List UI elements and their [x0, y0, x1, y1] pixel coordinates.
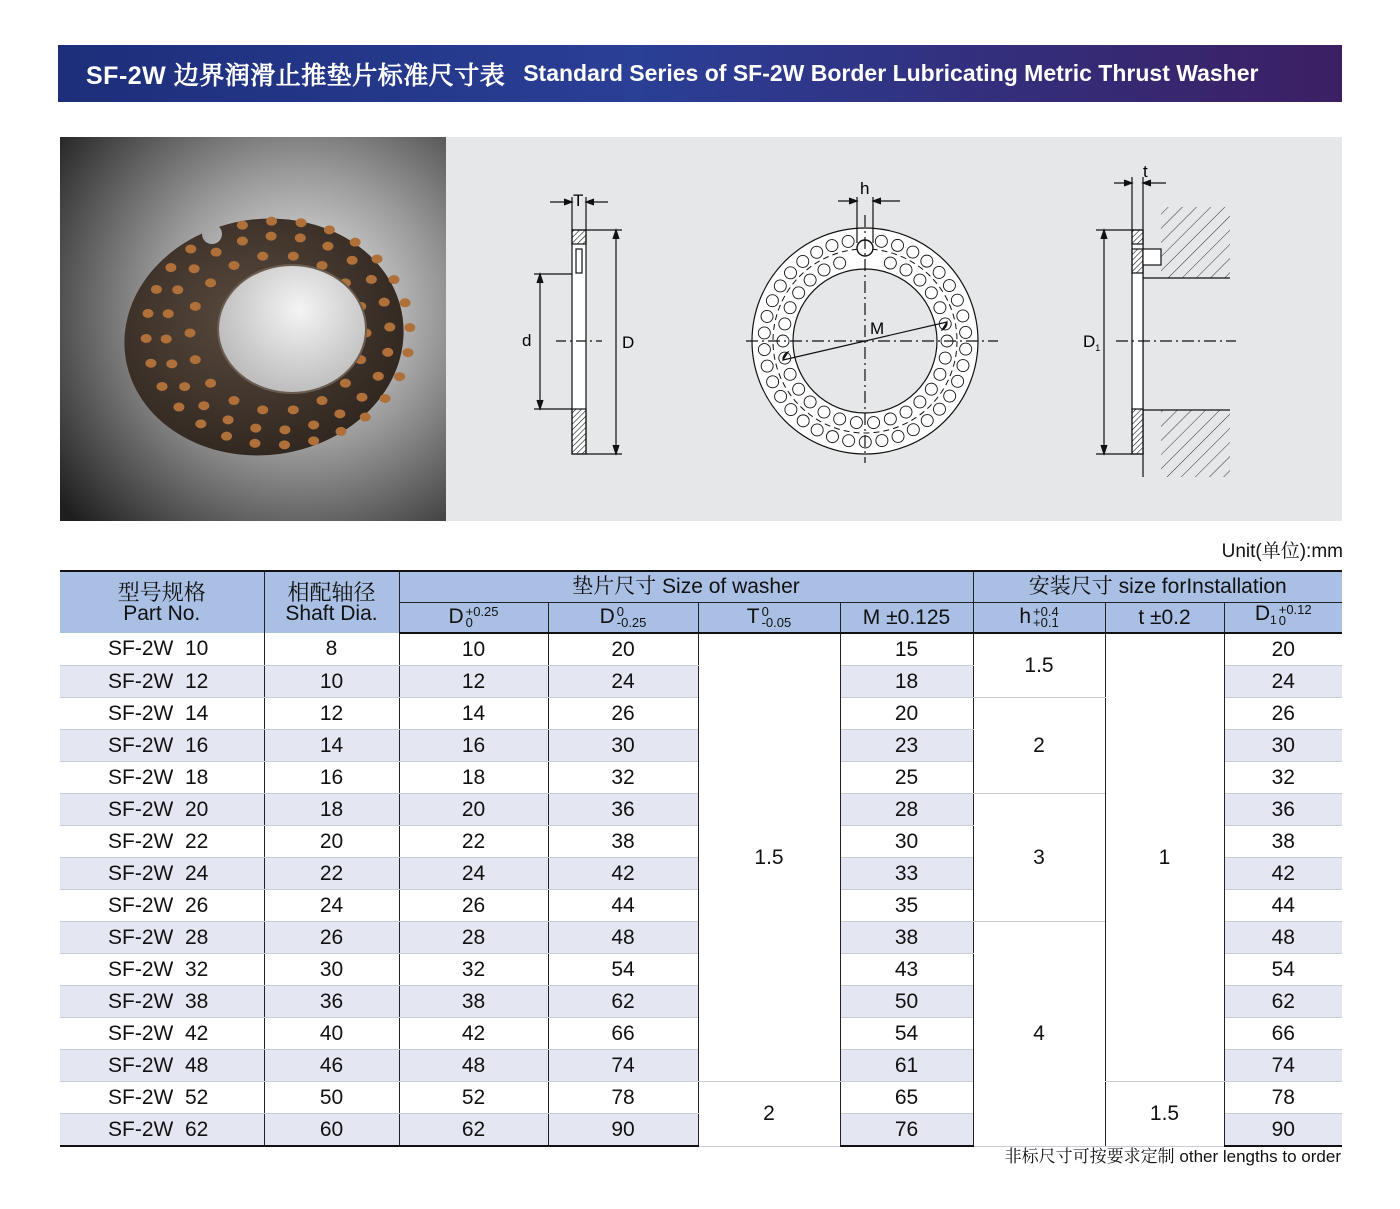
cell-D: 66 [548, 1018, 698, 1050]
cell-shaft-dia: 50 [264, 1082, 399, 1114]
cell-D1: 20 [1224, 633, 1342, 666]
cell-D: 44 [548, 890, 698, 922]
label-t: t [1143, 162, 1148, 181]
cell-D1: 48 [1224, 922, 1342, 954]
label-d: d [522, 331, 532, 350]
cell-d: 14 [399, 698, 548, 730]
cell-shaft-dia: 24 [264, 890, 399, 922]
cell-D: 78 [548, 1082, 698, 1114]
technical-drawings [446, 137, 1342, 521]
cell-part-no: SF-2W 48 [60, 1050, 264, 1082]
cell-shaft-dia: 14 [264, 730, 399, 762]
cell-h: 2 [973, 698, 1105, 794]
header-D [548, 602, 698, 633]
cell-M: 50 [840, 986, 973, 1018]
header-d [399, 602, 548, 633]
cell-part-no: SF-2W 16 [60, 730, 264, 762]
cell-d: 38 [399, 986, 548, 1018]
cell-shaft-dia: 30 [264, 954, 399, 986]
title-english: Standard Series of SF-2W Border Lubricating Metric Thrust Washer [523, 60, 1259, 86]
cell-d: 32 [399, 954, 548, 986]
side-view-drawing [534, 197, 622, 454]
title-chinese: SF-2W 边界润滑止推垫片标准尺寸表 [86, 61, 506, 90]
installation-view-drawing [1096, 177, 1236, 477]
cell-D1: 26 [1224, 698, 1342, 730]
cell-shaft-dia: 46 [264, 1050, 399, 1082]
product-photo [60, 137, 446, 521]
cell-D: 26 [548, 698, 698, 730]
cell-M: 38 [840, 922, 973, 954]
cell-shaft-dia: 16 [264, 762, 399, 794]
drawings-svg [446, 137, 1342, 521]
cell-part-no: SF-2W 24 [60, 858, 264, 890]
header-d-tol-upper: +0.25 [465, 604, 499, 620]
cell-h: 1.5 [973, 633, 1105, 698]
cell-shaft-dia: 8 [264, 633, 399, 666]
cell-shaft-dia: 12 [264, 698, 399, 730]
cell-D: 32 [548, 762, 698, 794]
cell-D1: 54 [1224, 954, 1342, 986]
cell-D: 38 [548, 826, 698, 858]
cell-M: 15 [840, 633, 973, 666]
cell-d: 24 [399, 858, 548, 890]
cell-d: 52 [399, 1082, 548, 1114]
header-T-label: T [746, 605, 760, 629]
cell-d: 42 [399, 1018, 548, 1050]
cell-shaft-dia: 40 [264, 1018, 399, 1050]
cell-D: 74 [548, 1050, 698, 1082]
header-T-tol-lower: -0.05 [761, 615, 792, 631]
cell-M: 18 [840, 666, 973, 698]
cell-M: 65 [840, 1082, 973, 1114]
cell-M: 30 [840, 826, 973, 858]
cell-shaft-dia: 26 [264, 922, 399, 954]
cell-M: 61 [840, 1050, 973, 1082]
table-body [60, 633, 1342, 1146]
cell-d: 16 [399, 730, 548, 762]
header-part-no [60, 571, 264, 633]
header-shaft-en: Shaft Dia. [285, 601, 378, 625]
label-D: D [622, 333, 635, 352]
cell-D: 90 [548, 1114, 698, 1147]
cell-D: 30 [548, 730, 698, 762]
cell-t: 1.5 [1105, 1082, 1224, 1147]
title-bar [58, 45, 1342, 102]
label-T: T [573, 191, 584, 210]
cell-T: 2 [698, 1082, 840, 1147]
header-h-tol-upper: +0.4 [1033, 604, 1059, 620]
washer-photo-illustration [60, 137, 446, 521]
cell-shaft-dia: 22 [264, 858, 399, 890]
cell-D1: 32 [1224, 762, 1342, 794]
header-D1-label: D [1254, 602, 1271, 626]
cell-D1: 30 [1224, 730, 1342, 762]
cell-D1: 62 [1224, 986, 1342, 1018]
cell-D1: 44 [1224, 890, 1342, 922]
cell-shaft-dia: 10 [264, 666, 399, 698]
cell-M: 20 [840, 698, 973, 730]
cell-M: 54 [840, 1018, 973, 1050]
header-shaft [264, 571, 399, 633]
cell-shaft-dia: 60 [264, 1114, 399, 1147]
cell-T: 1.5 [698, 633, 840, 1082]
cell-D: 24 [548, 666, 698, 698]
cell-d: 12 [399, 666, 548, 698]
cell-M: 28 [840, 794, 973, 826]
cell-part-no: SF-2W 10 [60, 633, 264, 666]
cell-part-no: SF-2W 42 [60, 1018, 264, 1050]
cell-part-no: SF-2W 12 [60, 666, 264, 698]
header-d-tol-lower: 0 [465, 615, 473, 631]
cell-D1: 66 [1224, 1018, 1342, 1050]
header-T [698, 602, 840, 633]
cell-d: 48 [399, 1050, 548, 1082]
header-T-tol-upper: 0 [761, 604, 769, 620]
table-row [60, 633, 1342, 666]
cell-D1: 74 [1224, 1050, 1342, 1082]
cell-D1: 24 [1224, 666, 1342, 698]
cell-part-no: SF-2W 14 [60, 698, 264, 730]
cell-part-no: SF-2W 32 [60, 954, 264, 986]
header-D1 [1224, 602, 1342, 633]
header-D-tol-lower: -0.25 [616, 615, 647, 631]
cell-t: 1 [1105, 633, 1224, 1082]
header-D1-tol-lower: 0 [1278, 612, 1286, 628]
cell-d: 18 [399, 762, 548, 794]
table-row [60, 1082, 1342, 1114]
cell-part-no: SF-2W 28 [60, 922, 264, 954]
cell-D: 20 [548, 633, 698, 666]
cell-D: 42 [548, 858, 698, 890]
header-part-no-en: Part No. [123, 601, 201, 625]
cell-d: 62 [399, 1114, 548, 1147]
cell-h: 4 [973, 922, 1105, 1147]
cell-part-no: SF-2W 38 [60, 986, 264, 1018]
cell-D: 54 [548, 954, 698, 986]
cell-part-no: SF-2W 20 [60, 794, 264, 826]
cell-d: 20 [399, 794, 548, 826]
cell-part-no: SF-2W 26 [60, 890, 264, 922]
cell-D1: 90 [1224, 1114, 1342, 1147]
cell-M: 25 [840, 762, 973, 794]
cell-D1: 38 [1224, 826, 1342, 858]
header-M: M ±0.125 [840, 602, 973, 633]
label-D1: $D_1$ [1083, 332, 1101, 353]
header-h-tol-lower: +0.1 [1033, 615, 1059, 631]
cell-part-no: SF-2W 62 [60, 1114, 264, 1147]
header-shaft-cn: 相配轴径 [287, 579, 376, 605]
footnote: 非标尺寸可按要求定制 other lengths to order [1004, 1147, 1341, 1166]
cell-shaft-dia: 20 [264, 826, 399, 858]
cell-D: 36 [548, 794, 698, 826]
header-h-label: h [1019, 605, 1032, 629]
header-washer-group: 垫片尺寸 Size of washer [399, 571, 973, 602]
header-d-label: D [448, 605, 464, 629]
header-h [973, 602, 1105, 633]
unit-label: Unit(单位):mm [1221, 541, 1343, 562]
cell-D1: 42 [1224, 858, 1342, 890]
cell-D: 48 [548, 922, 698, 954]
header-D-label: D [599, 605, 615, 629]
header-D-tol-upper: 0 [616, 604, 624, 620]
cell-shaft-dia: 18 [264, 794, 399, 826]
label-M: M [870, 319, 885, 338]
cell-d: 28 [399, 922, 548, 954]
cell-D1: 36 [1224, 794, 1342, 826]
cell-M: 33 [840, 858, 973, 890]
cell-d: 22 [399, 826, 548, 858]
cell-d: 10 [399, 633, 548, 666]
cell-part-no: SF-2W 52 [60, 1082, 264, 1114]
cell-part-no: SF-2W 22 [60, 826, 264, 858]
cell-d: 26 [399, 890, 548, 922]
header-part-no-cn: 型号规格 [117, 579, 206, 605]
label-h: h [860, 179, 870, 198]
dimension-table [60, 570, 1342, 1147]
cell-M: 76 [840, 1114, 973, 1147]
header-t: t ±0.2 [1105, 602, 1224, 633]
cell-M: 43 [840, 954, 973, 986]
cell-D1: 78 [1224, 1082, 1342, 1114]
cell-M: 23 [840, 730, 973, 762]
header-install-group: 安装尺寸 size forInstallation [973, 571, 1342, 602]
header-D1-sub: 1 [1270, 613, 1277, 628]
cell-h: 3 [973, 794, 1105, 922]
cell-M: 35 [840, 890, 973, 922]
cell-part-no: SF-2W 18 [60, 762, 264, 794]
cell-shaft-dia: 36 [264, 986, 399, 1018]
cell-D: 62 [548, 986, 698, 1018]
header-D1-tol-upper: +0.12 [1278, 601, 1312, 617]
